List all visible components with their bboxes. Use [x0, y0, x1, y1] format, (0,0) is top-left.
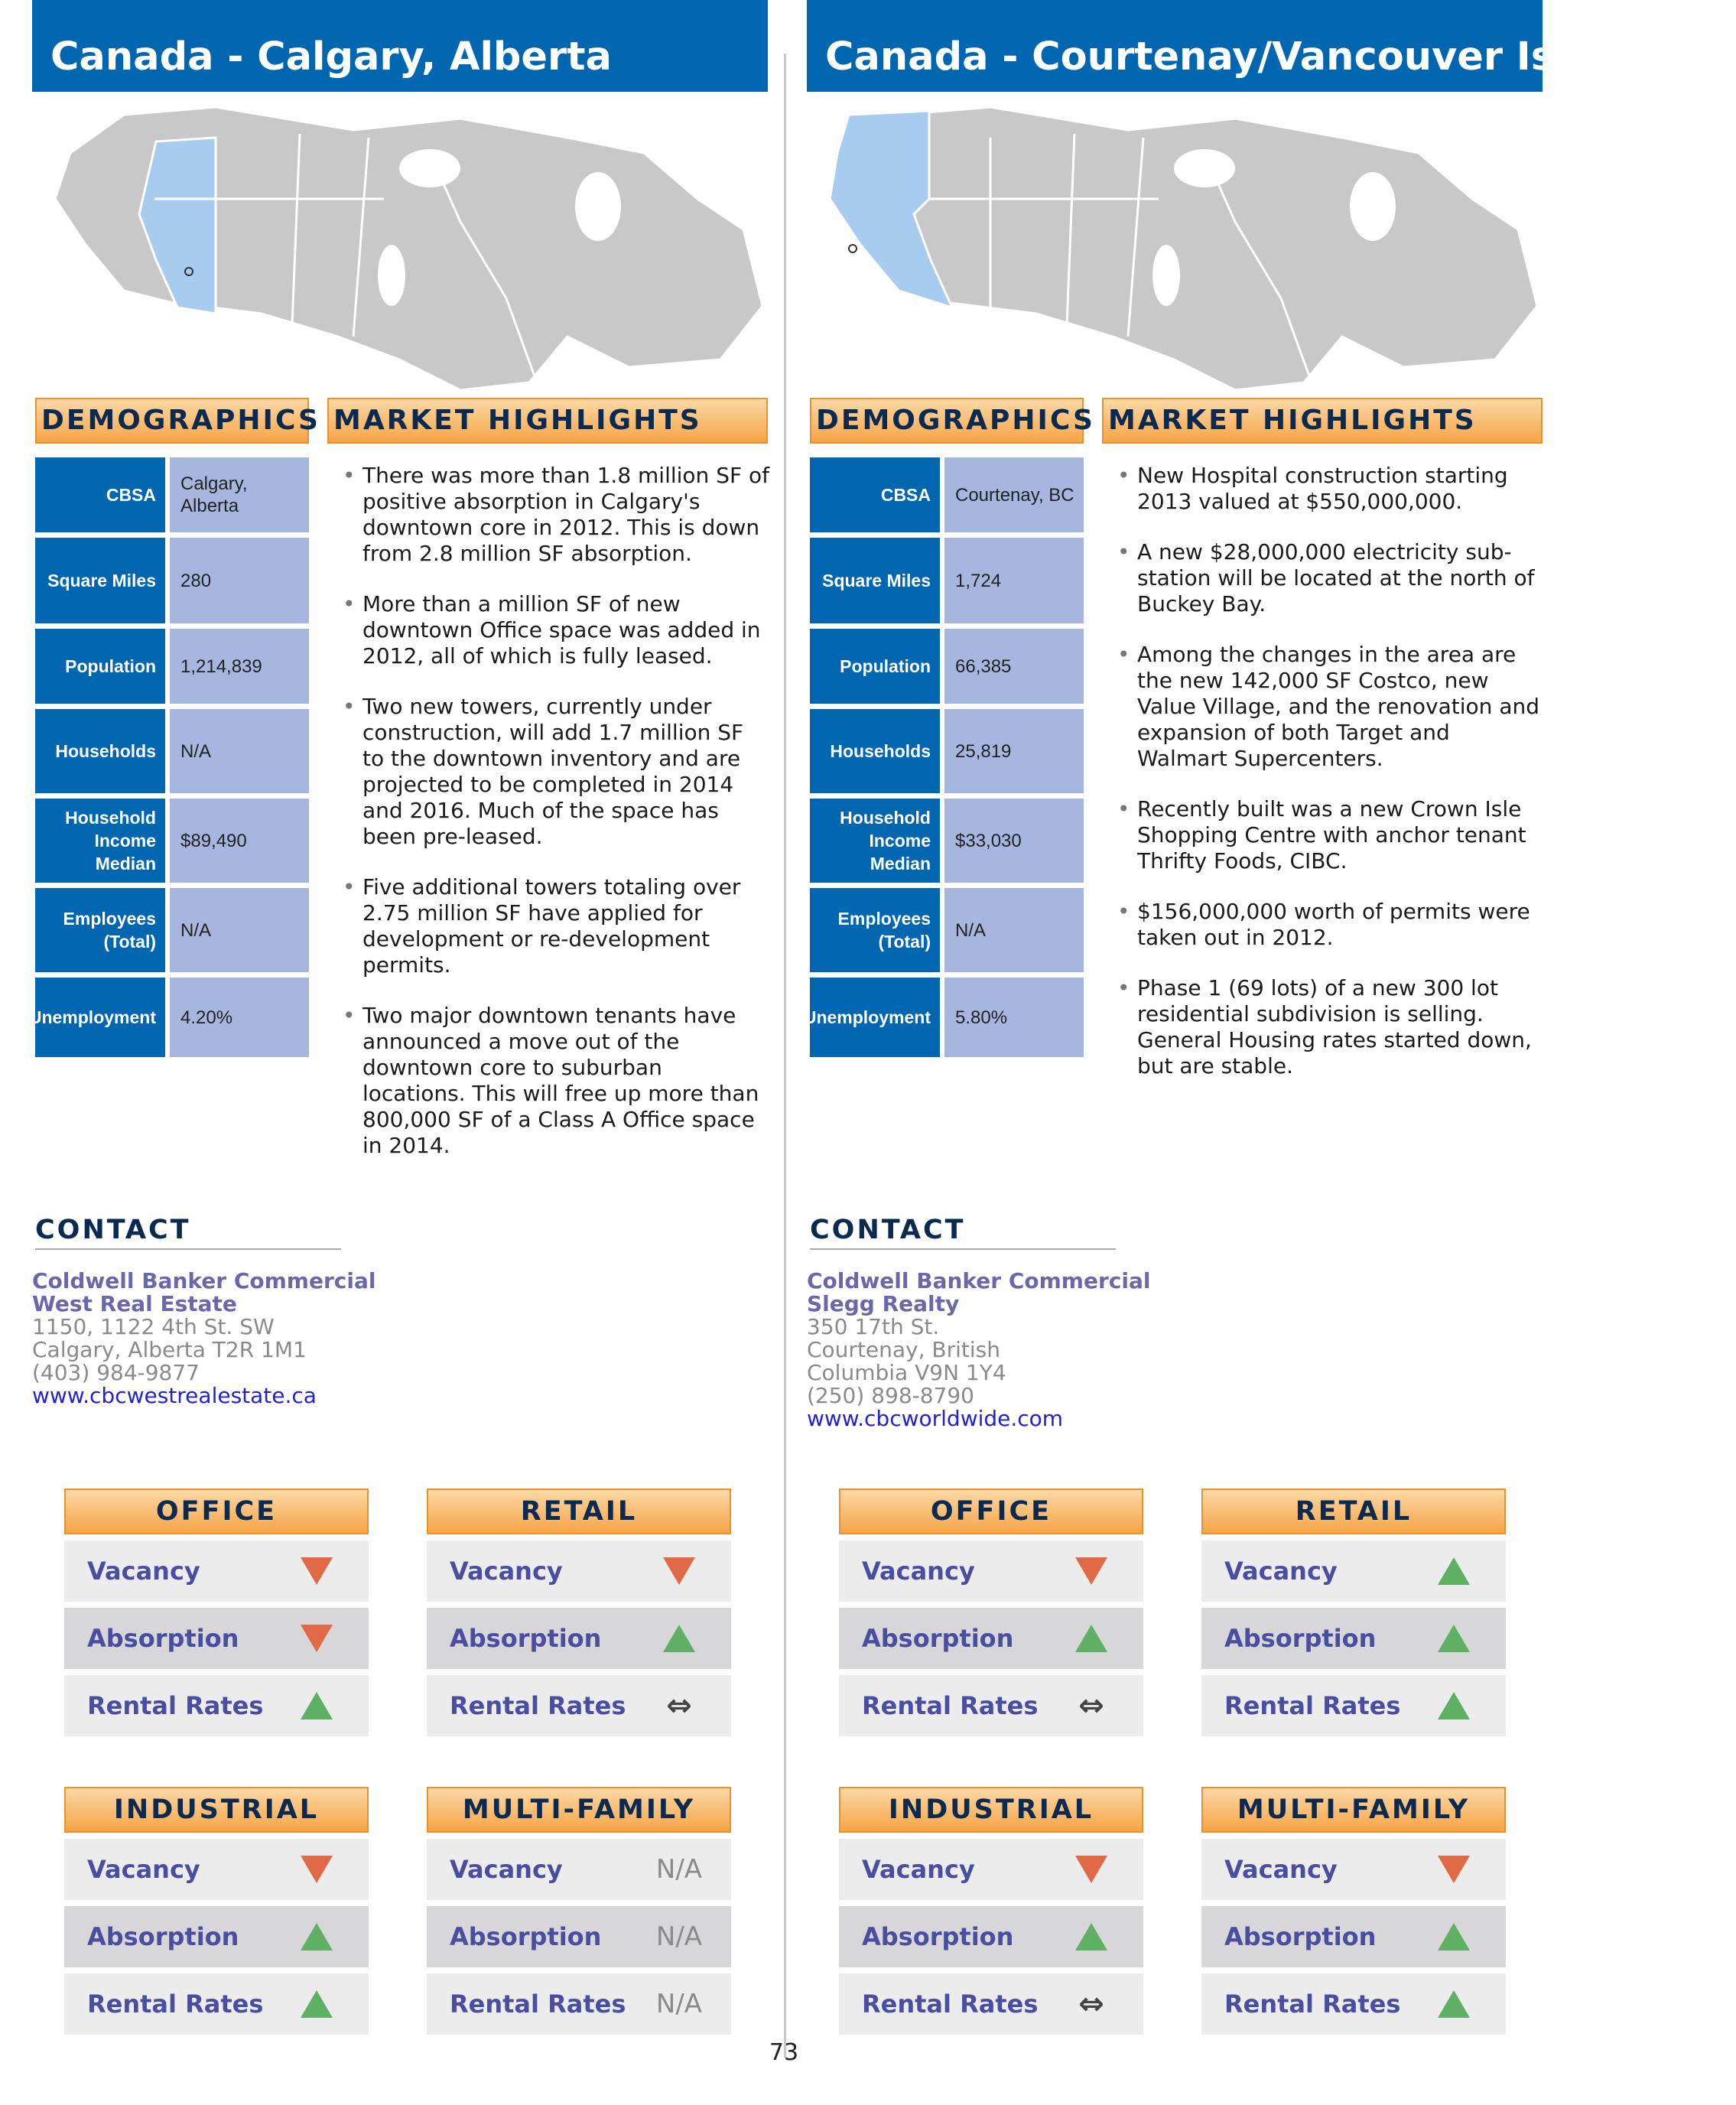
indicator-row-absorption: Absorption	[1201, 1906, 1506, 1967]
trend-icon	[1061, 1856, 1122, 1883]
trend-icon	[286, 1990, 347, 2018]
demographics-heading: DEMOGRAPHICS	[810, 398, 1084, 444]
highlight-item: • A new $28,000,000 electricity sub-station will be located at the north of Buckey Bay.	[1117, 539, 1535, 617]
contact-province: Columbia V9N 1Y4	[807, 1360, 1006, 1385]
arrow-up-icon	[1438, 1990, 1470, 2018]
demo-row-population: Population 1,214,839	[35, 629, 309, 704]
indicator-office	[64, 1488, 369, 1720]
arrow-down-icon	[1075, 1856, 1107, 1883]
demo-row-square-miles: Square Miles 1,724	[810, 538, 1084, 623]
contact-city: Courtenay, British	[807, 1337, 1001, 1362]
arrow-up-icon	[301, 1923, 333, 1950]
bullet-icon: •	[1117, 899, 1130, 924]
arrow-down-icon	[301, 1856, 333, 1883]
indicator-row-rental-rates: Rental Rates ⇔	[839, 1675, 1143, 1736]
highlight-item: • Phase 1 (69 lots) of a new 300 lot residential subdivision is selling. General Housing rates started down, but are stable.	[1117, 975, 1532, 1079]
contact-heading: CONTACT	[35, 1215, 341, 1250]
bullet-icon: •	[343, 463, 356, 488]
trend-icon	[649, 1688, 710, 1723]
contact-city: Calgary, Alberta T2R 1M1	[32, 1337, 307, 1362]
bullet-icon: •	[1117, 796, 1130, 822]
trend-icon	[1423, 1557, 1484, 1585]
demo-row-cbsa: CBSA Courtenay, BC	[810, 457, 1084, 532]
demographics-heading: DEMOGRAPHICS	[35, 398, 309, 444]
arrow-up-icon	[1075, 1923, 1107, 1950]
indicator-row-rental-rates: Rental Rates	[64, 1973, 369, 2035]
contact-firm: Coldwell Banker Commercial	[807, 1268, 1151, 1293]
arrow-down-icon	[301, 1625, 333, 1652]
contact-office: West Real Estate	[32, 1291, 237, 1316]
indicator-row-vacancy: Vacancy	[1201, 1541, 1506, 1602]
highlight-item: • Recently built was a new Crown Isle Shopping Centre with anchor tenant Thrifty Foods, CIBC.	[1117, 796, 1526, 874]
indicator-row-rental-rates: Rental Rates	[1201, 1675, 1506, 1736]
indicator-title: MULTI-FAMILY	[1201, 1787, 1506, 1833]
contact-office: Slegg Realty	[807, 1291, 960, 1316]
indicator-title: MULTI-FAMILY	[427, 1787, 731, 1833]
trend-icon	[286, 1856, 347, 1883]
canada-map-british-columbia	[807, 107, 1543, 390]
demographics-table	[803, 457, 1084, 1062]
trend-icon	[1423, 1856, 1484, 1883]
arrow-left-right-icon: ⇔	[1078, 1986, 1104, 2022]
indicator-title: OFFICE	[839, 1488, 1143, 1534]
indicator-multi-family	[427, 1787, 731, 2019]
demo-row-employees: Employees (Total) N/A	[35, 888, 309, 972]
highlight-item: • $156,000,000 worth of permits were taken out in 2012.	[1117, 899, 1530, 950]
market-highlights-list	[343, 463, 771, 1183]
highlight-item: • Two new towers, currently under construction, will add 1.7 million SF to the downtown inventory and are projected to be completed in 2014 and 2016. Much of the space has been pre-leased.	[343, 694, 744, 849]
page-title-calgary: Canada - Calgary, Alberta	[32, 0, 768, 92]
indicator-row-vacancy: Vacancy	[427, 1541, 731, 1602]
trend-icon	[286, 1923, 347, 1950]
trend-icon	[649, 1557, 710, 1585]
arrow-up-icon	[301, 1692, 333, 1719]
contact-address: 350 17th St.	[807, 1314, 940, 1339]
not-available-text: N/A	[655, 1854, 703, 1885]
indicator-retail	[427, 1488, 731, 1723]
trend-icon	[286, 1625, 347, 1652]
contact-phone: (250) 898-8790	[807, 1383, 974, 1408]
indicator-row-vacancy: Vacancy	[64, 1541, 369, 1602]
trend-icon	[286, 1692, 347, 1719]
indicator-row-absorption: Absorption	[64, 1608, 369, 1669]
trend-icon	[1061, 1557, 1122, 1585]
highlight-item: • Among the changes in the area are the new 142,000 SF Costco, new Value Village, and the renovation and expansion of both Target and Walmart Supercenters.	[1117, 642, 1539, 771]
arrow-down-icon	[301, 1557, 333, 1585]
trend-icon	[1061, 1625, 1122, 1652]
arrow-left-right-icon: ⇔	[666, 1688, 692, 1723]
bullet-icon: •	[343, 694, 356, 719]
highlight-item: • Five additional towers totaling over 2.75 million SF have applied for development or re-development permits.	[343, 874, 741, 978]
indicator-industrial	[64, 1787, 369, 2019]
demo-row-income-median: Household Income Median $89,490	[35, 799, 309, 883]
contact-block	[32, 1270, 430, 1407]
contact-block	[807, 1270, 1204, 1430]
page-number: 73	[769, 2039, 799, 2066]
arrow-up-icon	[1438, 1557, 1470, 1585]
arrow-down-icon	[1438, 1856, 1470, 1883]
indicator-title: INDUSTRIAL	[839, 1787, 1143, 1833]
demo-row-unemployment: Unemployment 5.80%	[810, 978, 1084, 1057]
trend-icon	[649, 1625, 710, 1652]
indicator-row-absorption: Absorption	[1201, 1608, 1506, 1669]
indicator-retail	[1201, 1488, 1506, 1720]
arrow-up-icon	[663, 1625, 695, 1652]
indicator-title: RETAIL	[427, 1488, 731, 1534]
indicator-office	[839, 1488, 1143, 1723]
trend-icon	[1423, 1990, 1484, 2018]
bullet-icon: •	[1117, 539, 1130, 564]
indicator-row-rental-rates: Rental Rates	[64, 1675, 369, 1736]
indicator-row-vacancy: Vacancy	[64, 1839, 369, 1900]
indicator-row-vacancy: Vacancy	[839, 1839, 1143, 1900]
contact-heading: CONTACT	[810, 1215, 1116, 1250]
indicator-row-rental-rates: Rental Rates	[1201, 1973, 1506, 2035]
trend-icon	[649, 1921, 710, 1952]
indicator-row-rental-rates: Rental Rates ⇔	[839, 1973, 1143, 2035]
indicator-row-vacancy: Vacancy	[839, 1541, 1143, 1602]
right-column	[803, 0, 1736, 2105]
trend-icon	[1061, 1986, 1122, 2022]
arrow-up-icon	[1075, 1625, 1107, 1652]
highlight-item: • Two major downtown tenants have announced a move out of the downtown core to suburban locations. This will free up more than 800,000 SF of a Class A Office space in 2014.	[343, 1003, 759, 1158]
demo-row-cbsa: CBSA Calgary, Alberta	[35, 457, 309, 532]
indicator-title: RETAIL	[1201, 1488, 1506, 1534]
demo-row-unemployment: Unemployment 4.20%	[35, 978, 309, 1057]
contact-website-link[interactable]: www.cbcworldwide.com	[807, 1406, 1064, 1431]
bullet-icon: •	[343, 591, 356, 617]
arrow-down-icon	[663, 1557, 695, 1585]
contact-firm: Coldwell Banker Commercial	[32, 1268, 376, 1293]
left-column	[28, 0, 769, 2105]
trend-icon	[649, 1854, 710, 1885]
demo-row-income-median: Household Income Median $33,030	[810, 799, 1084, 883]
indicator-row-rental-rates: Rental Rates ⇔	[427, 1675, 731, 1736]
trend-icon	[1423, 1923, 1484, 1950]
indicator-row-absorption: Absorption	[427, 1608, 731, 1669]
arrow-up-icon	[1438, 1923, 1470, 1950]
arrow-left-right-icon: ⇔	[1078, 1688, 1104, 1723]
highlight-item: • There was more than 1.8 million SF of positive absorption in Calgary's downtown core in 2012. This is down from 2.8 million SF absorption.	[343, 463, 769, 566]
page-title-courtenay: Canada - Courtenay/Vancouver Island, BC	[807, 0, 1543, 92]
trend-icon	[1423, 1625, 1484, 1652]
trend-icon	[286, 1557, 347, 1585]
demo-row-households: Households 25,819	[810, 709, 1084, 793]
highlight-item: • New Hospital construction starting 2013 valued at $550,000,000.	[1117, 463, 1508, 514]
indicator-row-absorption: Absorption	[839, 1906, 1143, 1967]
demo-row-population: Population 66,385	[810, 629, 1084, 704]
bullet-icon: •	[1117, 975, 1130, 1000]
trend-icon	[1423, 1692, 1484, 1719]
demo-row-employees: Employees (Total) N/A	[810, 888, 1084, 972]
contact-website-link[interactable]: www.cbcwestrealestate.ca	[32, 1383, 317, 1408]
canada-map-alberta	[32, 107, 768, 390]
indicator-row-vacancy: Vacancy N/A	[427, 1839, 731, 1900]
highlight-item: • More than a million SF of new downtown Office space was added in 2012, all of which is fully leased.	[343, 591, 761, 669]
bullet-icon: •	[1117, 642, 1130, 667]
indicator-row-absorption: Absorption N/A	[427, 1906, 731, 1967]
trend-icon	[1061, 1923, 1122, 1950]
indicator-multi-family	[1201, 1787, 1506, 2019]
bullet-icon: •	[343, 1003, 356, 1028]
contact-address: 1150, 1122 4th St. SW	[32, 1314, 275, 1339]
arrow-up-icon	[301, 1990, 333, 2018]
bullet-icon: •	[1117, 463, 1130, 488]
indicator-row-absorption: Absorption	[64, 1906, 369, 1967]
demographics-table	[28, 457, 309, 1062]
trend-icon	[649, 1989, 710, 2019]
not-available-text: N/A	[655, 1921, 703, 1952]
market-highlights-heading: MARKET HIGHLIGHTS	[327, 398, 768, 444]
indicator-industrial	[839, 1787, 1143, 2022]
arrow-up-icon	[1438, 1625, 1470, 1652]
demo-row-households: Households N/A	[35, 709, 309, 793]
trend-icon	[1061, 1688, 1122, 1723]
indicator-row-absorption: Absorption	[839, 1608, 1143, 1669]
indicator-title: OFFICE	[64, 1488, 369, 1534]
demo-row-square-miles: Square Miles 280	[35, 538, 309, 623]
indicator-row-rental-rates: Rental Rates N/A	[427, 1973, 731, 2035]
not-available-text: N/A	[655, 1989, 703, 2019]
arrow-down-icon	[1075, 1557, 1107, 1585]
indicator-title: INDUSTRIAL	[64, 1787, 369, 1833]
arrow-up-icon	[1438, 1692, 1470, 1719]
contact-phone: (403) 984-9877	[32, 1360, 200, 1385]
market-highlights-list	[1117, 463, 1546, 1104]
indicator-row-vacancy: Vacancy	[1201, 1839, 1506, 1900]
bullet-icon: •	[343, 874, 356, 900]
market-highlights-heading: MARKET HIGHLIGHTS	[1102, 398, 1543, 444]
column-divider	[784, 54, 786, 2058]
